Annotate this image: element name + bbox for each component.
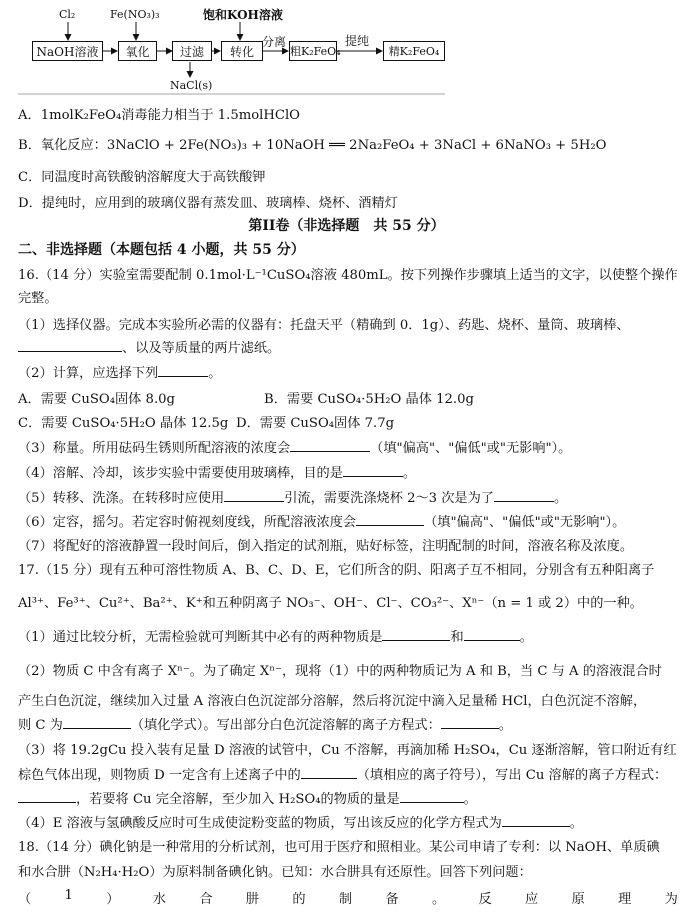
flow-box-naoh: NaOH溶液	[32, 41, 103, 61]
option-b: B．氧化反应：3NaClO + 2Fe(NO₃)₃ + 10NaOH ══ 2Na₂FeO₄ + 3NaCl + 6NaNO₃ + 5H₂O	[18, 138, 607, 153]
answer-blank[interactable]	[343, 464, 403, 477]
flow-box-oxidation: 氧化	[118, 41, 157, 61]
q18-part1: （ 1 ） 水 合 肼 的 制 备 。 反 应 原 理 为	[18, 888, 678, 907]
q17-part3-end: ，若要将 Cu 完全溶解，至少加入 H₂SO₄的物质的量是 。	[18, 788, 477, 807]
flow-input-fe-nitrate: Fe(NO₃)₃	[110, 8, 160, 21]
flow-label-purify: 提纯	[345, 34, 370, 48]
q17-part2-answer: 则 C 为 （填化学式）。写出部分白色沉淀溶解的离子方程式： 。	[18, 718, 512, 733]
flow-box-conversion: 转化	[221, 41, 263, 61]
q17-part4: （4）E 溶液与氢碘酸反应时可生成使淀粉变蓝的物质，写出该反应的化学方程式为 。	[18, 816, 583, 831]
q17-ions: Al³⁺、Fe³⁺、Cu²⁺、Ba²⁺、K⁺和五种阴离子 NO₃⁻、OH⁻、Cl⁻、CO₃²⁻、Xⁿ⁻（n = 1 或 2）中的一种。	[18, 596, 643, 611]
answer-blank[interactable]	[224, 489, 284, 502]
answer-blank[interactable]	[301, 766, 357, 779]
answer-blank[interactable]	[18, 790, 76, 803]
answer-blank[interactable]	[63, 716, 131, 729]
q17-part3-cont: 棕色气体出现，则物质 D 一定含有上述离子中的 （填相应的离子符号），写出 Cu 溶解的离子方程式：	[18, 768, 668, 783]
flowchart-connectors	[0, 0, 693, 98]
q16-stem: 16.（14 分）实验室需要配制 0.1mol·L⁻¹CuSO₄溶液 480mL。按下列操作步骤填上适当的文字，以使整个操作	[18, 268, 678, 283]
answer-blank[interactable]	[158, 364, 208, 377]
q16-options-ab: A．需要 CuSO₄固体 8.0g B．需要 CuSO₄·5H₂O 晶体 12.0g	[18, 392, 474, 407]
q16-stem-cont: 完整。	[18, 291, 58, 306]
q16-part1-cont: 、以及等质量的两片滤纸。	[18, 337, 280, 356]
q16-part4: （4）溶解、冷却，该步实验中需要使用玻璃棒，目的是 。	[18, 466, 417, 481]
q16-part7: （7）将配好的溶液静置一段时间后，倒入指定的试剂瓶，贴好标签，注明配制的时间，溶液名称及浓度。	[18, 539, 634, 554]
answer-blank[interactable]	[18, 339, 122, 352]
flow-box-filtration: 过滤	[172, 41, 212, 61]
q17-part2: （2）物质 C 中含有离子 Xⁿ⁻。为了确定 Xⁿ⁻，现将（1）中的两种物质记为 A 和 B，当 C 与 A 的溶液混合时	[18, 664, 662, 679]
q18-stem-cont: 和水合肼（N₂H₄·H₂O）为原料制备碘化钠。已知：水合肼具有还原性。回答下列问题：	[18, 865, 532, 880]
answer-blank[interactable]	[441, 716, 499, 729]
q16-options-cd: C．需要 CuSO₄·5H₂O 晶体 12.5g D．需要 CuSO₄固体 7.7g	[18, 416, 395, 431]
flow-label-separate: 分离	[262, 35, 287, 49]
part2-title: 第II卷（非选择题 共 55 分）	[248, 218, 445, 234]
q16-part3: （3）称量。所用砝码生锈则所配溶液的浓度会 （填"偏高"、"偏低"或"无影响"）。	[18, 441, 572, 456]
q16-part6: （6）定容，摇匀。若定容时俯视刻度线，所配溶液浓度会 （填"偏高"、"偏低"或"无影响"）。	[18, 515, 626, 530]
option-d: D．提纯时，应用到的玻璃仪器有蒸发皿、玻璃棒、烧杯、酒精灯	[18, 196, 398, 211]
q17-part3: （3）将 19.2gCu 投入装有足量 D 溶液的试管中，Cu 不溶解，再滴加稀 H₂SO₄，Cu 逐渐溶解，管口附近有红	[18, 743, 677, 758]
answer-blank[interactable]	[382, 628, 450, 641]
q18-stem: 18.（14 分）碘化钠是一种常用的分析试剂，也可用于医疗和照相业。某公司申请了专利：以 NaOH、单质碘	[18, 840, 660, 855]
flow-box-pure-product: 精K₂FeO₄	[383, 41, 445, 61]
answer-blank[interactable]	[502, 814, 570, 827]
q17-part2-cont: 产生白色沉淀，继续加入过量 A 溶液白色沉淀部分溶解，然后将沉淀中滴入足量稀 HCl，白色沉淀不溶解，	[18, 694, 647, 709]
process-flowchart	[0, 0, 693, 98]
answer-blank[interactable]	[290, 439, 370, 452]
option-c: C．同温度时高铁酸钠溶解度大于高铁酸钾	[18, 170, 266, 185]
option-a: A．1molK₂FeO₄消毒能力相当于 1.5molHClO	[18, 108, 300, 123]
q17-stem: 17.（15 分）现有五种可溶性物质 A、B、C、D、E，它们所含的阴、阳离子互不相同，分别含有五种阳离子	[18, 563, 655, 578]
answer-blank[interactable]	[356, 513, 424, 526]
q16-part1: （1）选择仪器。完成本实验所必需的仪器有：托盘天平（精确到 0．1g）、药匙、烧杯、量筒、玻璃棒、	[18, 318, 630, 333]
q16-part2: （2）计算，应选择下列 。	[18, 366, 222, 381]
flow-input-cl2: Cl₂	[59, 8, 76, 21]
answer-blank[interactable]	[464, 628, 520, 641]
q16-part5: （5）转移、洗涤。在转移时应使用 引流，需要洗涤烧杯 2～3 次是为了 。	[18, 491, 568, 506]
q17-part1: （1）通过比较分析，无需检验就可判断其中必有的两种物质是 和 。	[18, 630, 533, 645]
answer-blank[interactable]	[494, 489, 554, 502]
section2-title: 二、非选择题（本题包括 4 小题，共 55 分）	[18, 242, 305, 258]
flow-byproduct-nacl: NaCl(s)	[170, 79, 213, 92]
flow-input-koh: 饱和KOH溶液	[203, 8, 283, 22]
answer-blank[interactable]	[400, 790, 464, 803]
flow-box-crude-product: 粗K₂FeO₄	[289, 41, 337, 61]
